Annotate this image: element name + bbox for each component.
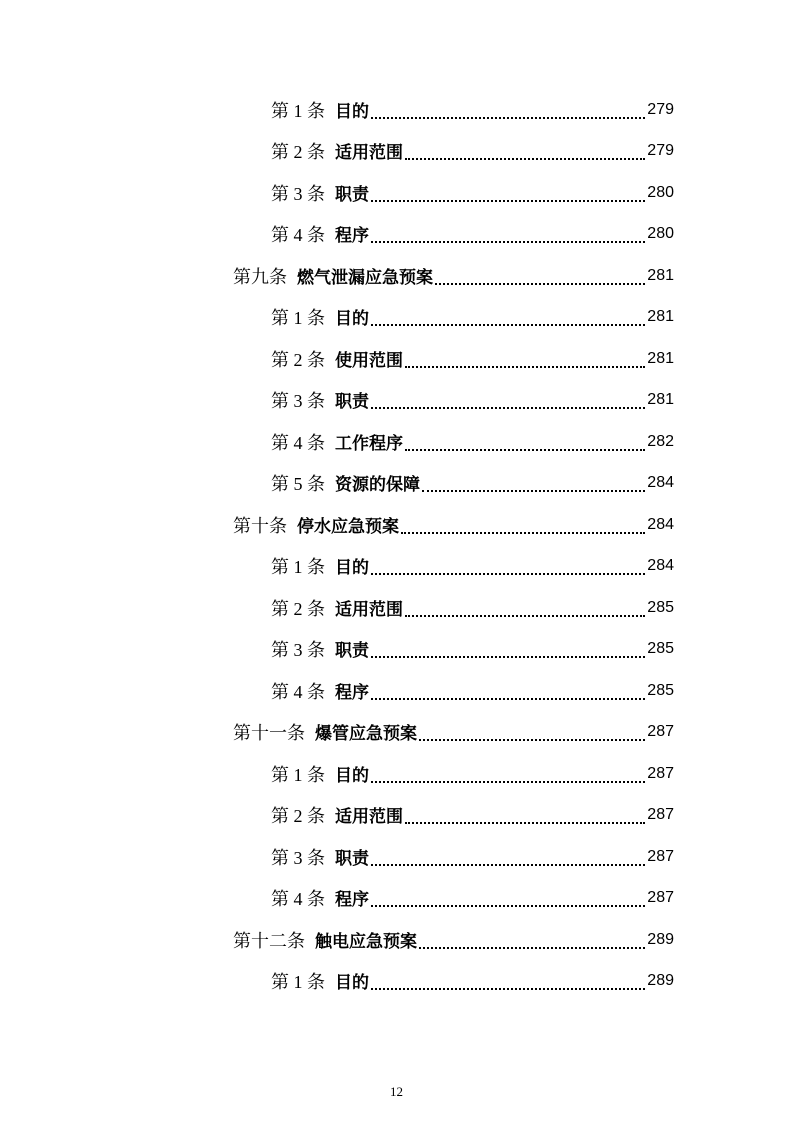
toc-entry-title: 程序 [335, 226, 369, 247]
toc-dot-leader [371, 200, 645, 202]
toc-entry-label [233, 263, 433, 289]
toc-dot-leader [435, 283, 645, 285]
toc-section-entry[interactable] [0, 961, 674, 1003]
toc-entry-title: 资源的保障 [335, 475, 420, 496]
toc-chapter-entry[interactable] [0, 919, 674, 961]
toc-section-entry[interactable] [0, 172, 674, 214]
toc-section-entry[interactable] [0, 878, 674, 920]
toc-section-entry[interactable] [0, 131, 674, 173]
toc-entry-number: 第 4 条 [271, 889, 325, 910]
toc-entry-title: 目的 [335, 765, 369, 786]
toc-entry-label [271, 636, 369, 662]
toc-page-number: 282 [647, 432, 674, 450]
toc-chapter-entry[interactable] [0, 712, 674, 754]
toc-page-number: 287 [647, 889, 674, 907]
toc-page-number: 280 [647, 225, 674, 243]
toc-entry-number: 第 1 条 [271, 557, 325, 578]
toc-entry-label [271, 968, 369, 994]
toc-entry-title: 目的 [335, 101, 369, 122]
toc-entry-label [271, 844, 369, 870]
toc-entry-number: 第十二条 [233, 930, 305, 951]
toc-entry-number: 第 4 条 [271, 225, 325, 246]
toc-entry-title: 使用范围 [335, 350, 403, 371]
toc-page-number: 287 [647, 806, 674, 824]
toc-page-number: 281 [647, 349, 674, 367]
toc-section-entry[interactable] [0, 297, 674, 339]
toc-dot-leader [371, 905, 645, 907]
toc-entry-title: 职责 [335, 641, 369, 662]
toc-dot-leader [419, 947, 645, 949]
toc-dot-leader [405, 822, 645, 824]
toc-entry-title: 触电应急预案 [315, 931, 417, 952]
toc-section-entry[interactable] [0, 753, 674, 795]
toc-entry-title: 工作程序 [335, 433, 403, 454]
toc-dot-leader [371, 117, 645, 119]
toc-entry-label [271, 387, 369, 413]
toc-dot-leader [371, 781, 645, 783]
toc-entry-title: 目的 [335, 558, 369, 579]
toc-dot-leader [401, 532, 645, 534]
toc-page-number: 287 [647, 764, 674, 782]
toc-entry-title: 职责 [335, 184, 369, 205]
toc-entry-label [271, 470, 420, 496]
toc-entry-label [271, 761, 369, 787]
toc-page-number: 280 [647, 183, 674, 201]
toc-entry-label [271, 595, 403, 621]
toc-dot-leader [371, 988, 645, 990]
toc-page-number: 285 [647, 640, 674, 658]
toc-entry-title: 职责 [335, 848, 369, 869]
toc-section-entry[interactable] [0, 380, 674, 422]
toc-dot-leader [422, 490, 645, 492]
toc-dot-leader [419, 739, 645, 741]
toc-section-entry[interactable] [0, 421, 674, 463]
toc-page-number: 279 [647, 142, 674, 160]
toc-dot-leader [371, 656, 645, 658]
toc-page-number: 287 [647, 723, 674, 741]
toc-page-number: 284 [647, 474, 674, 492]
toc-page-number: 289 [647, 930, 674, 948]
toc-entry-label [271, 553, 369, 579]
toc-section-entry[interactable] [0, 338, 674, 380]
toc-entry-title: 程序 [335, 890, 369, 911]
toc-section-entry[interactable] [0, 795, 674, 837]
toc-entry-number: 第 1 条 [271, 764, 325, 785]
toc-dot-leader [371, 407, 645, 409]
toc-entry-title: 停水应急预案 [297, 516, 399, 537]
toc-entry-number: 第 4 条 [271, 432, 325, 453]
toc-entry-title: 燃气泄漏应急预案 [297, 267, 433, 288]
toc-section-entry[interactable] [0, 463, 674, 505]
toc-entry-label [271, 678, 369, 704]
table-of-contents [0, 89, 793, 1002]
page-footer-number: 12 [390, 1084, 403, 1099]
toc-entry-number: 第 3 条 [271, 391, 325, 412]
toc-entry-label [271, 346, 403, 372]
toc-entry-number: 第 1 条 [271, 100, 325, 121]
toc-entry-label [233, 927, 417, 953]
toc-section-entry[interactable] [0, 214, 674, 256]
toc-entry-number: 第 1 条 [271, 972, 325, 993]
toc-dot-leader [371, 324, 645, 326]
toc-entry-number: 第十一条 [233, 723, 305, 744]
toc-entry-title: 适用范围 [335, 143, 403, 164]
toc-section-entry[interactable] [0, 89, 674, 131]
toc-dot-leader [371, 698, 645, 700]
toc-entry-label [271, 97, 369, 123]
toc-dot-leader [405, 615, 645, 617]
toc-dot-leader [371, 573, 645, 575]
toc-page-number: 285 [647, 681, 674, 699]
toc-section-entry[interactable] [0, 587, 674, 629]
toc-section-entry[interactable] [0, 836, 674, 878]
toc-entry-label [271, 221, 369, 247]
toc-entry-number: 第 2 条 [271, 142, 325, 163]
toc-entry-label [233, 512, 399, 538]
toc-page-number: 281 [647, 391, 674, 409]
toc-entry-label [271, 802, 403, 828]
toc-page-number: 285 [647, 598, 674, 616]
toc-entry-number: 第 4 条 [271, 681, 325, 702]
toc-entry-label [271, 138, 403, 164]
toc-page-number: 287 [647, 847, 674, 865]
toc-entry-number: 第 2 条 [271, 806, 325, 827]
toc-page-number: 284 [647, 515, 674, 533]
toc-entry-label [271, 180, 369, 206]
toc-entry-number: 第 3 条 [271, 847, 325, 868]
toc-entry-number: 第 3 条 [271, 640, 325, 661]
toc-entry-label [233, 719, 417, 745]
toc-entry-number: 第十条 [233, 515, 287, 536]
toc-entry-title: 适用范围 [335, 599, 403, 620]
toc-entry-title: 程序 [335, 682, 369, 703]
toc-dot-leader [371, 864, 645, 866]
toc-section-entry[interactable] [0, 546, 674, 588]
toc-section-entry[interactable] [0, 670, 674, 712]
toc-section-entry[interactable] [0, 629, 674, 671]
toc-entry-number: 第 5 条 [271, 474, 325, 495]
toc-page-number: 284 [647, 557, 674, 575]
toc-entry-title: 职责 [335, 392, 369, 413]
toc-entry-title: 爆管应急预案 [315, 724, 417, 745]
toc-entry-number: 第 3 条 [271, 183, 325, 204]
toc-dot-leader [405, 158, 645, 160]
toc-entry-title: 目的 [335, 973, 369, 994]
toc-page-number: 289 [647, 972, 674, 990]
toc-entry-number: 第 1 条 [271, 308, 325, 329]
toc-page-number: 281 [647, 308, 674, 326]
toc-page-number: 279 [647, 100, 674, 118]
toc-entry-number: 第 2 条 [271, 349, 325, 370]
toc-entry-number: 第 2 条 [271, 598, 325, 619]
toc-entry-title: 适用范围 [335, 807, 403, 828]
toc-entry-label [271, 304, 369, 330]
toc-entry-number: 第九条 [233, 266, 287, 287]
toc-entry-label [271, 885, 369, 911]
toc-entry-title: 目的 [335, 309, 369, 330]
toc-dot-leader [371, 241, 645, 243]
toc-page-number: 281 [647, 266, 674, 284]
toc-entry-label [271, 429, 403, 455]
toc-dot-leader [405, 449, 645, 451]
toc-dot-leader [405, 366, 645, 368]
toc-chapter-entry[interactable] [0, 504, 674, 546]
toc-chapter-entry[interactable] [0, 255, 674, 297]
